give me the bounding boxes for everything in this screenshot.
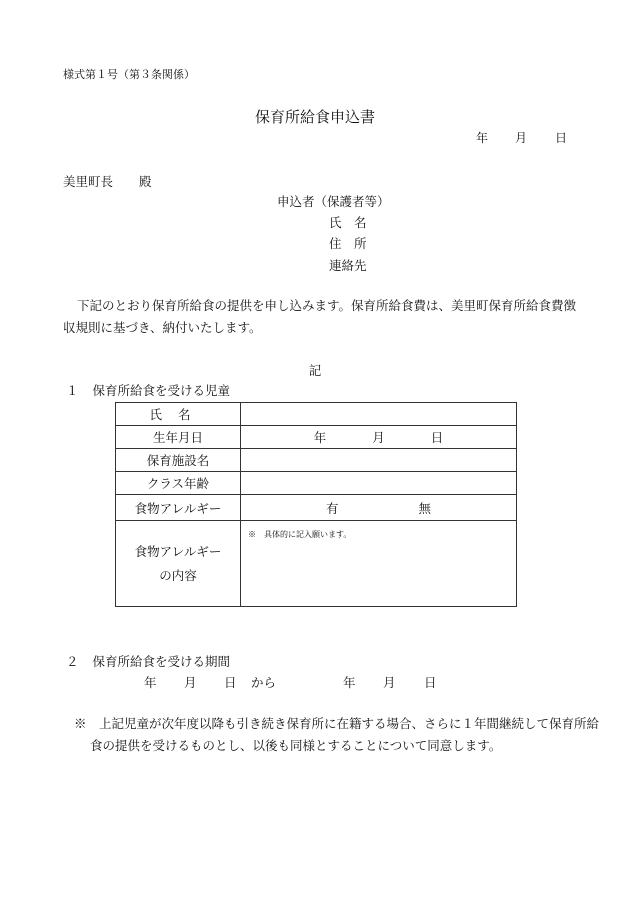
allergy-label: 食物アレルギー bbox=[116, 495, 241, 521]
section1-number: １ bbox=[66, 383, 79, 398]
period-to-month: 月 bbox=[383, 675, 396, 690]
date-month: 月 bbox=[515, 131, 528, 145]
applicant-heading: 申込者（保護者等） bbox=[277, 194, 390, 209]
addressee-name: 美里町長 bbox=[63, 174, 114, 189]
allergy-detail-label: 食物アレルギー の内容 bbox=[116, 521, 241, 607]
addressee bbox=[63, 172, 152, 190]
allergy-yes[interactable]: 有 bbox=[325, 500, 339, 516]
facility-label: 保育施設名 bbox=[116, 449, 241, 472]
intro-text: 下記のとおり保育所給食の提供を申し込みます。保育所給食費は、美里町保育所給食費徴収規則に基づき、納付いたします。 bbox=[63, 298, 577, 335]
allergy-no[interactable]: 無 bbox=[418, 500, 432, 516]
birth-year: 年 bbox=[313, 430, 327, 445]
intro-paragraph bbox=[63, 295, 583, 339]
birth-field[interactable] bbox=[241, 426, 517, 449]
applicant-contact-label: 連絡先 bbox=[329, 258, 367, 273]
section2-title-text: 保育所給食を受ける期間 bbox=[92, 654, 231, 669]
allergy-choice[interactable] bbox=[241, 495, 517, 521]
date-year: 年 bbox=[476, 131, 489, 145]
child-info-table bbox=[115, 402, 517, 607]
period-from-word: から bbox=[251, 675, 277, 690]
birth-month: 月 bbox=[372, 430, 385, 445]
allergy-note: ※ 具体的に記入願います。 bbox=[248, 530, 352, 539]
period-to-year: 年 bbox=[343, 675, 356, 690]
applicant-name-label: 氏 名 bbox=[329, 215, 367, 230]
name-field[interactable] bbox=[241, 403, 517, 426]
period-from-day: 日 bbox=[224, 675, 237, 690]
form-number: 様式第１号（第３条関係） bbox=[63, 68, 195, 81]
allergy-detail-field[interactable] bbox=[241, 521, 517, 607]
name-label: 氏名 bbox=[116, 403, 241, 426]
table-row bbox=[116, 472, 517, 495]
class-age-label: クラス年齢 bbox=[116, 472, 241, 495]
table-row bbox=[116, 426, 517, 449]
table-row bbox=[116, 521, 517, 607]
class-age-field[interactable] bbox=[241, 472, 517, 495]
birth-day: 日 bbox=[430, 430, 444, 445]
birth-label: 生年月日 bbox=[116, 426, 241, 449]
table-row bbox=[116, 495, 517, 521]
date-day: 日 bbox=[555, 131, 568, 145]
section2-number: ２ bbox=[66, 654, 79, 669]
ki-heading: 記 bbox=[308, 363, 322, 378]
table-row bbox=[116, 449, 517, 472]
period-from-month: 月 bbox=[184, 675, 197, 690]
section1-title bbox=[66, 381, 230, 399]
section2-title bbox=[66, 652, 230, 670]
addressee-honorific: 殿 bbox=[139, 174, 152, 189]
consent-note: ※ 上記児童が次年度以降も引き続き保育所に在籍する場合、さらに１年間継続して保育所給食の提供を受けるものとし、以後も同様とすることについて同意します。 bbox=[74, 716, 600, 753]
period-from-year: 年 bbox=[144, 675, 157, 690]
period-to-day: 日 bbox=[424, 675, 437, 690]
page-title: 保育所給食申込書 bbox=[254, 108, 375, 126]
table-row bbox=[116, 403, 517, 426]
applicant-address-label: 住 所 bbox=[329, 236, 367, 251]
section1-title-text: 保育所給食を受ける児童 bbox=[92, 383, 231, 398]
facility-field[interactable] bbox=[241, 449, 517, 472]
